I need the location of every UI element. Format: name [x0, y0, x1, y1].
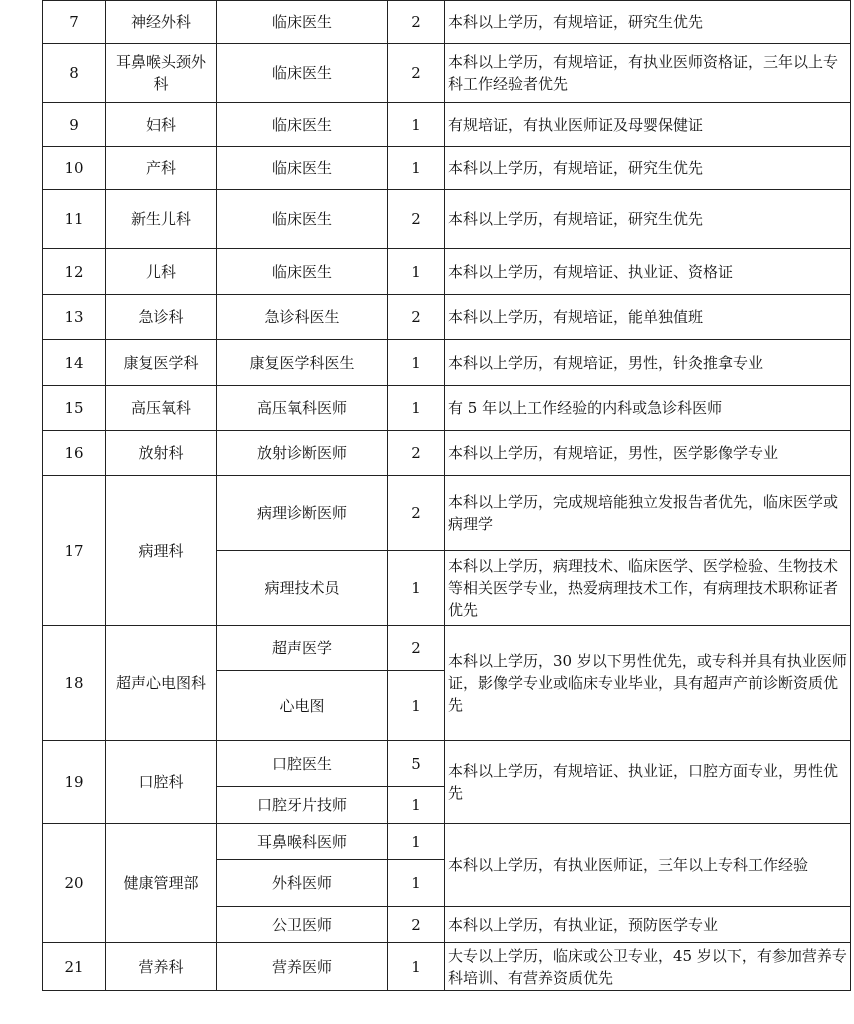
position: 临床医生: [217, 249, 388, 295]
position: 病理诊断医师: [217, 476, 388, 551]
requirements: 有 5 年以上工作经验的内科或急诊科医师: [445, 386, 851, 431]
department: 口腔科: [106, 741, 217, 824]
department: 妇科: [106, 103, 217, 147]
row-number: 21: [43, 943, 106, 991]
headcount: 2: [388, 907, 445, 943]
headcount: 2: [388, 295, 445, 340]
requirements: 本科以上学历，完成规培能独立发报告者优先，临床医学或病理学: [445, 476, 851, 551]
department: 营养科: [106, 943, 217, 991]
headcount: 1: [388, 103, 445, 147]
row-number: 18: [43, 626, 106, 741]
row-number: 13: [43, 295, 106, 340]
position: 临床医生: [217, 1, 388, 44]
headcount: 1: [388, 147, 445, 190]
headcount: 1: [388, 860, 445, 907]
row-number: 12: [43, 249, 106, 295]
headcount: 2: [388, 626, 445, 671]
position: 康复医学科医生: [217, 340, 388, 386]
requirements: 本科以上学历，有规培证，有执业医师资格证，三年以上专科工作经验者优先: [445, 44, 851, 103]
position: 口腔牙片技师: [217, 787, 388, 824]
headcount: 1: [388, 824, 445, 860]
table-row: [43, 295, 851, 340]
row-number: 17: [43, 476, 106, 626]
row-number: 16: [43, 431, 106, 476]
department: 健康管理部: [106, 824, 217, 943]
table-row: [43, 431, 851, 476]
position: 临床医生: [217, 147, 388, 190]
table-row: [43, 943, 851, 991]
position: 公卫医师: [217, 907, 388, 943]
row-number: 11: [43, 190, 106, 249]
position: 心电图: [217, 671, 388, 741]
department: 高压氧科: [106, 386, 217, 431]
department: 超声心电图科: [106, 626, 217, 741]
department: 神经外科: [106, 1, 217, 44]
headcount: 2: [388, 190, 445, 249]
position: 外科医师: [217, 860, 388, 907]
row-number: 7: [43, 1, 106, 44]
department: 康复医学科: [106, 340, 217, 386]
requirements: 本科以上学历，有规培证，研究生优先: [445, 147, 851, 190]
requirements: 本科以上学历，有规培证、执业证，口腔方面专业，男性优先: [445, 741, 851, 824]
headcount: 1: [388, 943, 445, 991]
headcount: 1: [388, 787, 445, 824]
position: 临床医生: [217, 44, 388, 103]
requirements: 大专以上学历，临床或公卫专业，45 岁以下，有参加营养专科培训、有营养资质优先: [445, 943, 851, 991]
table-row: [43, 44, 851, 103]
row-number: 15: [43, 386, 106, 431]
row-number: 19: [43, 741, 106, 824]
requirements: 本科以上学历，有规培证、执业证、资格证: [445, 249, 851, 295]
table-row: [43, 476, 851, 551]
row-number: 10: [43, 147, 106, 190]
headcount: 1: [388, 249, 445, 295]
row-number: 9: [43, 103, 106, 147]
headcount: 1: [388, 340, 445, 386]
requirements: 本科以上学历，病理技术、临床医学、医学检验、生物技术等相关医学专业，热爱病理技术工作，有病理技术职称证者优先: [445, 551, 851, 626]
position: 高压氧科医师: [217, 386, 388, 431]
headcount: 1: [388, 551, 445, 626]
requirements: 本科以上学历，有执业证，预防医学专业: [445, 907, 851, 943]
row-number: 8: [43, 44, 106, 103]
table-row: [43, 386, 851, 431]
position: 急诊科医生: [217, 295, 388, 340]
department: 耳鼻喉头颈外科: [106, 44, 217, 103]
headcount: 2: [388, 476, 445, 551]
position: 耳鼻喉科医师: [217, 824, 388, 860]
position: 临床医生: [217, 103, 388, 147]
position: 口腔医生: [217, 741, 388, 787]
headcount: 5: [388, 741, 445, 787]
headcount: 1: [388, 386, 445, 431]
department: 产科: [106, 147, 217, 190]
table-row: [43, 147, 851, 190]
position: 超声医学: [217, 626, 388, 671]
recruitment-table: [42, 0, 851, 991]
department: 放射科: [106, 431, 217, 476]
row-number: 14: [43, 340, 106, 386]
department: 急诊科: [106, 295, 217, 340]
department: 病理科: [106, 476, 217, 626]
position: 营养医师: [217, 943, 388, 991]
table-row: [43, 190, 851, 249]
headcount: 2: [388, 44, 445, 103]
requirements: 本科以上学历，有执业医师证，三年以上专科工作经验: [445, 824, 851, 907]
headcount: 1: [388, 671, 445, 741]
requirements: 本科以上学历，有规培证，研究生优先: [445, 1, 851, 44]
requirements: 有规培证，有执业医师证及母婴保健证: [445, 103, 851, 147]
requirements: 本科以上学历，有规培证，研究生优先: [445, 190, 851, 249]
headcount: 2: [388, 1, 445, 44]
department: 儿科: [106, 249, 217, 295]
table-row: [43, 340, 851, 386]
table-row: [43, 626, 851, 671]
requirements: 本科以上学历，有规培证，男性，医学影像学专业: [445, 431, 851, 476]
table-row: [43, 1, 851, 44]
requirements: 本科以上学历，有规培证，能单独值班: [445, 295, 851, 340]
position: 病理技术员: [217, 551, 388, 626]
department: 新生儿科: [106, 190, 217, 249]
table-row: [43, 103, 851, 147]
table-row: [43, 741, 851, 787]
position: 放射诊断医师: [217, 431, 388, 476]
position: 临床医生: [217, 190, 388, 249]
requirements: 本科以上学历，30 岁以下男性优先，或专科并具有执业医师证，影像学专业或临床专业毕业，具有超声产前诊断资质优先: [445, 626, 851, 741]
table-row: [43, 824, 851, 860]
requirements: 本科以上学历，有规培证，男性，针灸推拿专业: [445, 340, 851, 386]
table-row: [43, 249, 851, 295]
headcount: 2: [388, 431, 445, 476]
row-number: 20: [43, 824, 106, 943]
